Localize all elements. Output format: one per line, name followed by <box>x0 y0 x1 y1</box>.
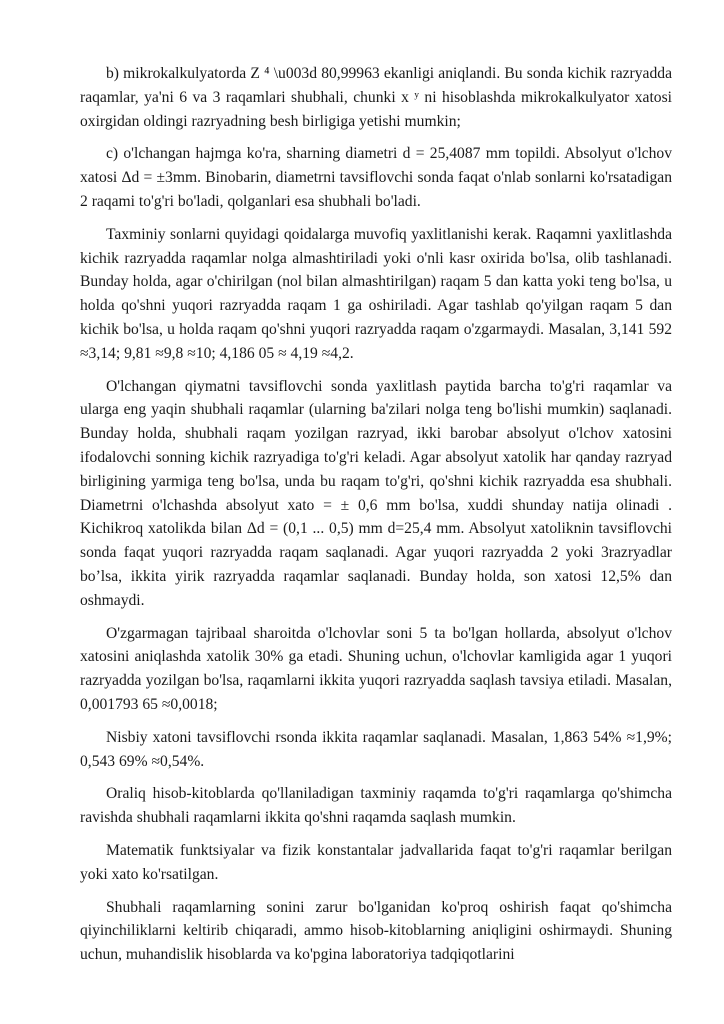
paragraph-measured-value-rounding: O'lchangan qiymatni tavsiflovchi sonda yaxlitlash paytida barcha to'g'ri raqamlar va ularga eng yaqin shubhali raqamlar (ularning ba'zilari nolga teng bo'lishi mumkin) saqlanadi. Bunday holda, shubhali raqam yozilgan razryad, ikki barobar absolyut o'lchov xatosini ifodalovchi sonning kichik razryadiga to'g'ri keladi. Agar absolyut xatolik har qanday razryad birligining yarmiga teng bo'lsa, unda bu raqam to'g'ri, qo'shni kichik razryadda esa shubhali. Diametrni o'lchashda absolyut xato = ± 0,6 mm bo'lsa, xuddi shunday natija olinadi . Kichikroq xatolikda bilan Δd = (0,1 ... 0,5) mm d=25,4 mm. Absolyut xatoliknin tavsiflovchi sonda faqat yuqori razryadda raqam saqlanadi. Agar yuqori razryadda 2 yoki 3razryadlar bo’lsa, ikkita yirik razryadda raqamlar saqlanadi. Bunday holda, son xatosi 12,5% dan oshmaydi. <box>80 377 672 609</box>
paragraph-rounding-rules: Taxminiy sonlarni quyidagi qoidalarga muvofiq yaxlitlanishi kerak. Raqamni yaxlitlashda kichik razryadda raqamlar nolga almashtiriladi yoki o'nli kasr oxirida bo'lsa, olib tashlanadi. Bunday holda, agar o'chirilgan (nol bilan almashtirilgan) raqam 5 dan katta yoki teng bo'lsa, u holda qo'shni yuqori razryadda raqam 1 ga oshiriladi. Agar tashlab qo'yilgan raqam 5 dan kichik bo'lsa, u holda raqam qo'shni yuqori razryadda raqam o'zgarmaydi. Masalan, 3,141 592 ≈3,14; 9,81 ≈9,8 ≈10; 4,186 05 ≈ 4,19 ≈4,2. <box>80 225 672 362</box>
paragraph-relative-error: Nisbiy xatoni tavsiflovchi rsonda ikkita raqamlar saqlanadi. Masalan, 1,863 54% ≈1,9%; 0,543 69% ≈0,54%. <box>80 728 672 770</box>
paragraph-extra-digits: Shubhali raqamlarning sonini zarur bo'lganidan ko'proq oshirish faqat qo'shimcha qiyinchiliklarni keltirib chiqaradi, ammo hisob-kitoblarning aniqligini oshirmaydi. Shuning uchun, muhandislik hisoblarda va ko'pgina laboratoriya tadqiqotlarini <box>80 898 672 964</box>
paragraph-c-sphere-diameter: c) o'lchangan hajmga ko'ra, sharning diametri d = 25,4087 mm topildi. Absolyut o'lchov xatosi Δd = ±3mm. Binobarin, diametrni tavsiflovchi sonda faqat o'nlab sonlarni ko'rsatadigan 2 raqami to'g'ri bo'ladi, qolganlari esa shubhali bo'ladi. <box>80 145 672 210</box>
paragraph-b-microcalculator: b) mikrokalkulyatorda Z ⁴ \u003d 80,99963 ekanligi aniqlandi. Bu sonda kichik razryadda raqamlar, ya'ni 6 va 3 raqamlari shubhali, chunki x ʸ ni hisoblashda mikrokalkulyator xatosi oxirgidan oldingi razryadning besh birligiga yetishi mumkin; <box>80 65 672 130</box>
paragraph-tables: Matematik funktsiyalar va fizik konstantalar jadvallarida faqat to'g'ri raqamlar berilgan yoki xato ko'rsatilgan. <box>80 841 672 883</box>
paragraph-few-measurements: O'zgarmagan tajribaal sharoitda o'lchovlar soni 5 ta bo'lgan hollarda, absolyut o'lchov xatosini aniqlashda xatolik 30% ga etadi. Shuning uchun, o'lchovlar kamligida agar 1 yuqori razryadda yozilgan bo'lsa, raqamlarni ikkita yuqori razryadda saqlash tavsiya etiladi. Masalan, 0,001793 65 ≈0,0018; <box>80 624 672 713</box>
paragraph-intermediate-calculations: Oraliq hisob-kitoblarda qo'llaniladigan taxminiy raqamda to'g'ri raqamlarga qo'shimcha ravishda shubhali raqamlarni ikkita qo'shni raqamda saqlash mumkin. <box>80 785 672 827</box>
